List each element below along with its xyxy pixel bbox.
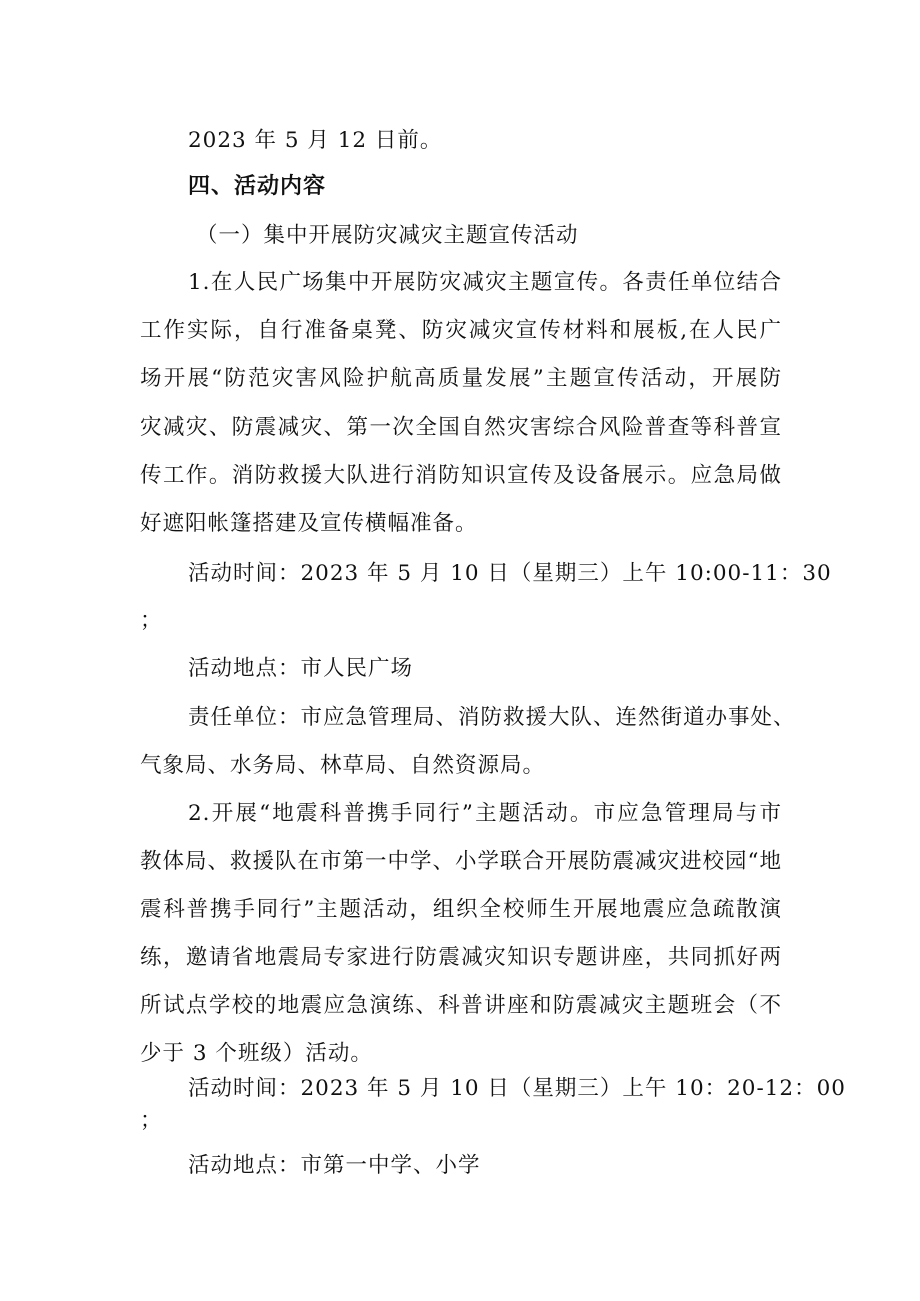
paragraph-2-line-4: 练，邀请省地震局专家进行防震减灾知识专题讲座，共同抓好两	[140, 945, 782, 970]
paragraph-1-line-6: 好遮阳帐篷搭建及宣传横幅准备。	[140, 511, 478, 536]
responsible-units-line-2: 气象局、水务局、林草局、自然资源局。	[140, 753, 546, 778]
paragraph-2-line-2: 教体局、救援队在市第一中学、小学联合开展防震减灾进校园“地	[140, 849, 782, 874]
paragraph-1-line-5: 传工作。消防救援大队进行消防知识宣传及设备展示。应急局做	[140, 463, 782, 488]
activity-time-1-tail: ；	[140, 608, 163, 633]
activity-time-1: 活动时间：2023 年 5 月 10 日（星期三）上午 10:00-11：30	[188, 561, 832, 586]
section-heading: 四、活动内容	[188, 174, 327, 199]
paragraph-2-line-3: 震科普携手同行”主题活动，组织全校师生开展地震应急疏散演	[140, 897, 782, 922]
responsible-units-line-1: 责任单位：市应急管理局、消防救援大队、连然街道办事处、	[188, 705, 796, 730]
activity-location-2: 活动地点：市第一中学、小学	[188, 1153, 481, 1178]
activity-time-2: 活动时间：2023 年 5 月 10 日（星期三）上午 10：20-12：00	[188, 1076, 846, 1101]
paragraph-1-line-1: 1.在人民广场集中开展防灾减灾主题宣传。各责任单位结合	[188, 270, 782, 295]
paragraph-1-line-4: 灾减灾、防震减灾、第一次全国自然灾害综合风险普查等科普宣	[140, 415, 782, 440]
date-deadline-line: 2023 年 5 月 12 日前。	[188, 128, 443, 153]
subsection-heading: （一）集中开展防灾减灾主题宣传活动	[196, 223, 579, 248]
paragraph-2-line-1: 2.开展“地震科普携手同行”主题活动。市应急管理局与市	[188, 801, 782, 826]
activity-time-2-tail: ；	[140, 1108, 163, 1133]
paragraph-2-line-6: 少于 3 个班级）活动。	[140, 1041, 373, 1066]
activity-location-1: 活动地点：市人民广场	[188, 656, 414, 681]
paragraph-1-line-2: 工作实际，自行准备桌凳、防灾减灾宣传材料和展板,在人民广	[140, 318, 782, 343]
paragraph-1-line-3: 场开展“防范灾害风险护航高质量发展”主题宣传活动，开展防	[140, 366, 782, 391]
paragraph-2-line-5: 所试点学校的地震应急演练、科普讲座和防震减灾主题班会（不	[140, 993, 782, 1018]
